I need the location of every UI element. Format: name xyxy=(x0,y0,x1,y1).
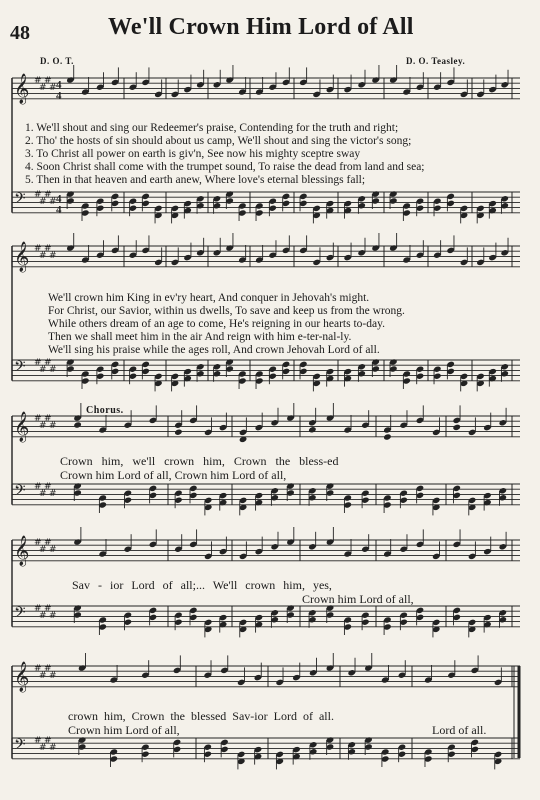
sharp-icon: # xyxy=(44,244,52,254)
sharp-icon: # xyxy=(39,365,47,375)
sharp-icon: # xyxy=(49,421,57,431)
chorus-lyric-bottom: Crown him Lord of all, xyxy=(302,592,414,606)
verse-line: For Christ, our Savior, within us dwells, To save and keep us from the wrong. xyxy=(48,305,405,317)
verses-block-1 xyxy=(25,122,530,187)
treble-clef-icon: 𝄞 xyxy=(14,242,30,272)
sharp-icon: # xyxy=(49,545,57,555)
sharp-icon: # xyxy=(34,664,42,674)
chorus-lyric-top: crown him, Crown the blessed Sav-ior Lord of all. xyxy=(68,709,334,723)
sharp-icon: # xyxy=(44,482,52,492)
sharp-icon: # xyxy=(44,190,52,200)
time-signature: 4 xyxy=(56,193,62,205)
sharp-icon: # xyxy=(34,244,42,254)
sharp-icon: # xyxy=(34,358,42,368)
sharp-icon: # xyxy=(34,538,42,548)
sharp-icon: # xyxy=(39,251,47,261)
note-head xyxy=(383,433,392,440)
time-signature: 4 xyxy=(56,90,62,102)
sharp-icon: # xyxy=(44,538,52,548)
verse-line: We'll sing his praise while the ages roll, And crown Jehovah Lord of all. xyxy=(48,344,380,356)
sharp-icon: # xyxy=(34,76,42,86)
bass-clef-icon: 𝄢 xyxy=(14,190,26,211)
sharp-icon: # xyxy=(44,664,52,674)
verse-line: 1. We'll shout and sing our Redeemer's praise, Contending for the truth and right; xyxy=(25,122,399,134)
chorus-lyric-top: Sav - ior Lord of all;... We'll crown him, yes, xyxy=(72,578,332,592)
sharp-icon: # xyxy=(39,489,47,499)
music-credit: D. O. Teasley. xyxy=(406,56,466,66)
sharp-icon: # xyxy=(44,358,52,368)
sharp-icon: # xyxy=(39,611,47,621)
chorus-lyric-bottom: Crown him Lord of all, Crown him Lord of all, xyxy=(60,468,287,482)
chorus-lyric-bottom: Lord of all. xyxy=(432,723,487,737)
verse-line: 5. Then in that heaven and earth anew, Where love's eternal blessings fall; xyxy=(25,174,366,186)
sharp-icon: # xyxy=(49,365,57,375)
verses-block-2 xyxy=(48,292,540,357)
sharp-icon: # xyxy=(49,197,57,207)
verse-line: 2. Tho' the hosts of sin should about us camp, We'll shout and sing the victor's song; xyxy=(25,135,412,147)
sharp-icon: # xyxy=(49,489,57,499)
chorus-label: Chorus. xyxy=(86,405,124,416)
bass-clef-icon: 𝄢 xyxy=(14,482,26,503)
sharp-icon: # xyxy=(49,611,57,621)
sharp-icon: # xyxy=(49,251,57,261)
sharp-icon: # xyxy=(44,736,52,746)
chorus-lyric-bottom: Crown him Lord of all, xyxy=(68,723,180,737)
treble-clef-icon: 𝄞 xyxy=(14,412,30,442)
sharp-icon: # xyxy=(34,190,42,200)
sharp-icon: # xyxy=(44,414,52,424)
page-number: 48 xyxy=(10,22,30,44)
sharp-icon: # xyxy=(49,83,57,93)
verse-line: 3. To Christ all power on earth is giv'n, See now his mighty sceptre sway xyxy=(25,148,361,160)
sharp-icon: # xyxy=(44,76,52,86)
sharp-icon: # xyxy=(39,421,47,431)
bass-clef-icon: 𝄢 xyxy=(14,736,26,757)
sharp-icon: # xyxy=(49,743,57,753)
treble-clef-icon: 𝄞 xyxy=(14,74,30,104)
sharp-icon: # xyxy=(39,545,47,555)
verse-line: We'll crown him King in ev'ry heart, And conquer in Jehovah's might. xyxy=(48,292,370,304)
treble-clef-icon: 𝄞 xyxy=(14,536,30,566)
verse-line: 4. Soon Christ shall come with the trumpet sound, To raise the dead from land and sea; xyxy=(25,161,425,173)
note-head xyxy=(308,426,317,433)
time-signature: 4 xyxy=(56,79,62,91)
sharp-icon: # xyxy=(34,736,42,746)
words-credit: D. O. T. xyxy=(40,56,74,66)
time-signature: 4 xyxy=(56,204,62,216)
verse-line: Then we shall meet him in the air And reign with him e-ter-nal-ly. xyxy=(48,331,352,343)
bass-clef-icon: 𝄢 xyxy=(14,604,26,625)
sharp-icon: # xyxy=(34,482,42,492)
bass-clef-icon: 𝄢 xyxy=(14,358,26,379)
treble-clef-icon: 𝄞 xyxy=(14,662,30,692)
sharp-icon: # xyxy=(44,604,52,614)
sharp-icon: # xyxy=(39,197,47,207)
note-head xyxy=(73,421,82,428)
sharp-icon: # xyxy=(34,604,42,614)
sharp-icon: # xyxy=(39,743,47,753)
sharp-icon: # xyxy=(49,671,57,681)
sharp-icon: # xyxy=(39,83,47,93)
note-head xyxy=(452,424,461,431)
sharp-icon: # xyxy=(34,414,42,424)
note-head xyxy=(174,429,183,436)
sharp-icon: # xyxy=(39,671,47,681)
chorus-lyric-top: Crown him, we'll crown him, Crown the bless-ed xyxy=(60,454,339,468)
hymn-title: We'll Crown Him Lord of All xyxy=(108,14,414,40)
verse-line: While others dream of an age to come, He's reigning in our hearts to-day. xyxy=(48,318,385,330)
